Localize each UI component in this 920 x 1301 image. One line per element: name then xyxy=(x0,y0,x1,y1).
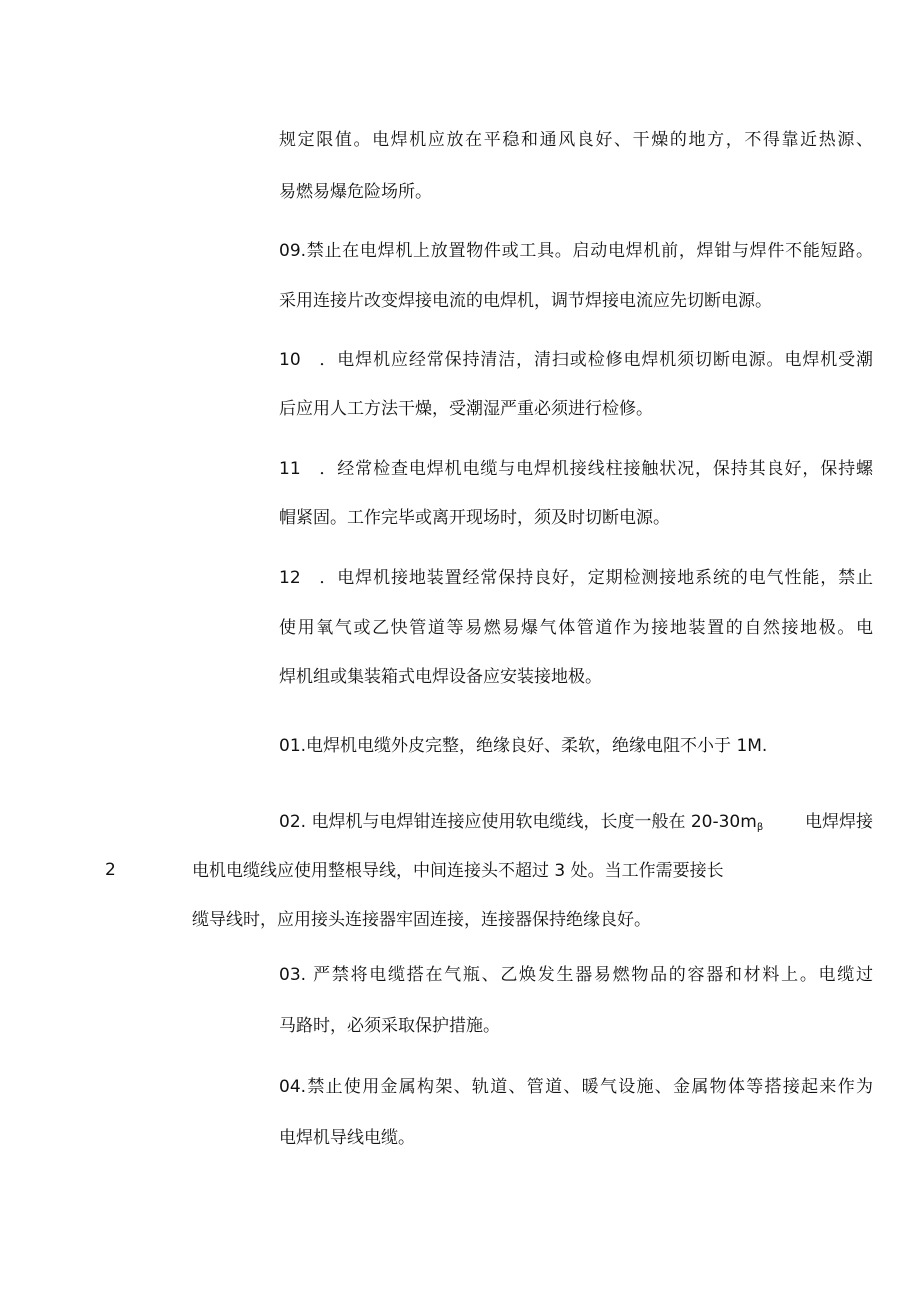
page-number: 2 xyxy=(105,860,116,880)
text-line-10: 使用氧气或乙快管道等易燃易爆气体管道作为接地装置的自然接地极。电 xyxy=(279,618,873,638)
text-line-17: 马路时，必须采取保护措施。 xyxy=(279,1016,500,1036)
text-line-11: 焊机组或集装箱式电焊设备应安装接地极。 xyxy=(279,667,602,687)
text-line-13-tail: 电焊焊接 xyxy=(805,812,873,832)
text-line-13 xyxy=(279,811,873,839)
text-line-1: 规定限值。电焊机应放在平稳和通风良好、干燥的地方，不得靠近热源、 xyxy=(279,130,873,150)
text-line-9: 12 ．电焊机接地装置经常保持良好，定期检测接地系统的电气性能，禁止 xyxy=(279,568,873,588)
text-line-3: 09.禁止在电焊机上放置物件或工具。启动电焊机前，焊钳与焊件不能短路。 xyxy=(279,241,873,261)
text-line-6: 后应用人工方法干燥，受潮湿严重必须进行检修。 xyxy=(279,399,653,419)
text-line-14: 电机电缆线应使用整根导线，中间连接头不超过 3 处。当工作需要接长 xyxy=(192,861,724,881)
text-line-4: 采用连接片改变焊接电流的电焊机，调节焊接电流应先切断电源。 xyxy=(279,291,772,311)
text-line-7: 11 ．经常检查电焊机电缆与电焊机接线柱接触状况，保持其良好，保持螺 xyxy=(279,459,873,479)
text-line-18: 04.禁止使用金属构架、轨道、管道、暖气设施、金属物体等搭接起来作为 xyxy=(279,1077,873,1097)
text-line-16: 03. 严禁将电缆搭在气瓶、乙焕发生器易燃物品的容器和材料上。电缆过 xyxy=(279,965,873,985)
subscript-beta: β xyxy=(756,822,764,833)
text-line-19: 电焊机导线电缆。 xyxy=(279,1128,415,1148)
text-line-13-main: 02. 电焊机与电焊钳连接应使用软电缆线，长度一般在 $20-30m_\beta$ xyxy=(279,812,764,833)
text-line-8: 帽紧固。工作完毕或离开现场时，须及时切断电源。 xyxy=(279,508,670,528)
text-line-5: 10 ．电焊机应经常保持清洁，清扫或检修电焊机须切断电源。电焊机受潮 xyxy=(279,350,873,370)
text-line-12: 01.电焊机电缆外皮完整，绝缘良好、柔软，绝缘电阻不小于 1M. xyxy=(279,736,768,756)
text-line-15: 缆导线时，应用接头连接器牢固连接，连接器保持绝缘良好。 xyxy=(192,910,651,930)
text-line-2: 易燃易爆危险场所。 xyxy=(279,182,432,202)
